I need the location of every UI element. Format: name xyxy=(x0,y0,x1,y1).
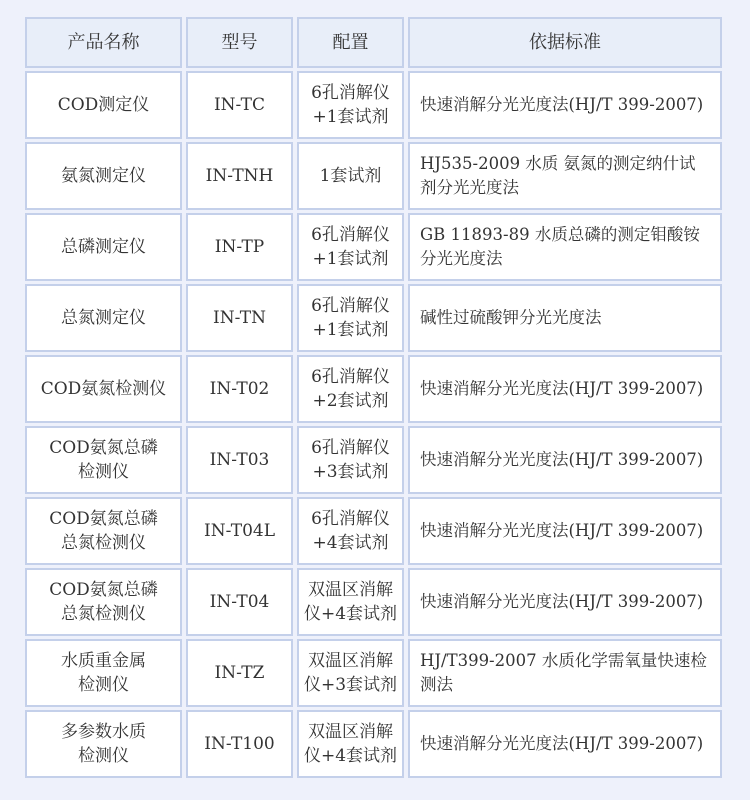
cell-config: 6孔消解仪 +3套试剂 xyxy=(297,426,404,494)
cell-standard: 碱性过硫酸钾分光光度法 xyxy=(408,284,722,352)
header-standard: 依据标准 xyxy=(408,17,722,68)
cell-standard: 快速消解分光光度法(HJ/T 399-2007) xyxy=(408,710,722,778)
cell-product-name: 水质重金属 检测仪 xyxy=(25,639,182,707)
cell-product-name: COD氨氮总磷 检测仪 xyxy=(25,426,182,494)
cell-model: IN-TP xyxy=(186,213,293,281)
cell-product-name: COD氨氮总磷 总氮检测仪 xyxy=(25,568,182,636)
product-spec-table xyxy=(25,17,722,778)
cell-model: IN-TC xyxy=(186,71,293,139)
cell-config: 双温区消解 仪+4套试剂 xyxy=(297,568,404,636)
header-config: 配置 xyxy=(297,17,404,68)
cell-config: 6孔消解仪 +1套试剂 xyxy=(297,213,404,281)
cell-product-name: COD氨氮检测仪 xyxy=(25,355,182,423)
cell-config: 6孔消解仪 +1套试剂 xyxy=(297,71,404,139)
cell-product-name: COD氨氮总磷 总氮检测仪 xyxy=(25,497,182,565)
cell-standard: 快速消解分光光度法(HJ/T 399-2007) xyxy=(408,568,722,636)
cell-product-name: 总氮测定仪 xyxy=(25,284,182,352)
cell-model: IN-T100 xyxy=(186,710,293,778)
cell-standard: GB 11893-89 水质总磷的测定钼酸铵 分光光度法 xyxy=(408,213,722,281)
cell-config: 双温区消解 仪+4套试剂 xyxy=(297,710,404,778)
cell-product-name: 氨氮测定仪 xyxy=(25,142,182,210)
cell-config: 双温区消解 仪+3套试剂 xyxy=(297,639,404,707)
cell-model: IN-TZ xyxy=(186,639,293,707)
cell-config: 6孔消解仪 +1套试剂 xyxy=(297,284,404,352)
header-product-name: 产品名称 xyxy=(25,17,182,68)
cell-standard: 快速消解分光光度法(HJ/T 399-2007) xyxy=(408,355,722,423)
cell-standard: 快速消解分光光度法(HJ/T 399-2007) xyxy=(408,426,722,494)
cell-config: 6孔消解仪 +4套试剂 xyxy=(297,497,404,565)
cell-product-name: COD测定仪 xyxy=(25,71,182,139)
cell-standard: 快速消解分光光度法(HJ/T 399-2007) xyxy=(408,71,722,139)
cell-model: IN-T03 xyxy=(186,426,293,494)
cell-model: IN-TN xyxy=(186,284,293,352)
cell-config: 6孔消解仪 +2套试剂 xyxy=(297,355,404,423)
cell-standard: HJ/T399-2007 水质化学需氧量快速检 测法 xyxy=(408,639,722,707)
cell-config: 1套试剂 xyxy=(297,142,404,210)
cell-standard: HJ535-2009 水质 氨氮的测定纳什试 剂分光光度法 xyxy=(408,142,722,210)
cell-model: IN-TNH xyxy=(186,142,293,210)
cell-model: IN-T04 xyxy=(186,568,293,636)
header-model: 型号 xyxy=(186,17,293,68)
cell-model: IN-T04L xyxy=(186,497,293,565)
cell-product-name: 多参数水质 检测仪 xyxy=(25,710,182,778)
cell-standard: 快速消解分光光度法(HJ/T 399-2007) xyxy=(408,497,722,565)
cell-model: IN-T02 xyxy=(186,355,293,423)
cell-product-name: 总磷测定仪 xyxy=(25,213,182,281)
